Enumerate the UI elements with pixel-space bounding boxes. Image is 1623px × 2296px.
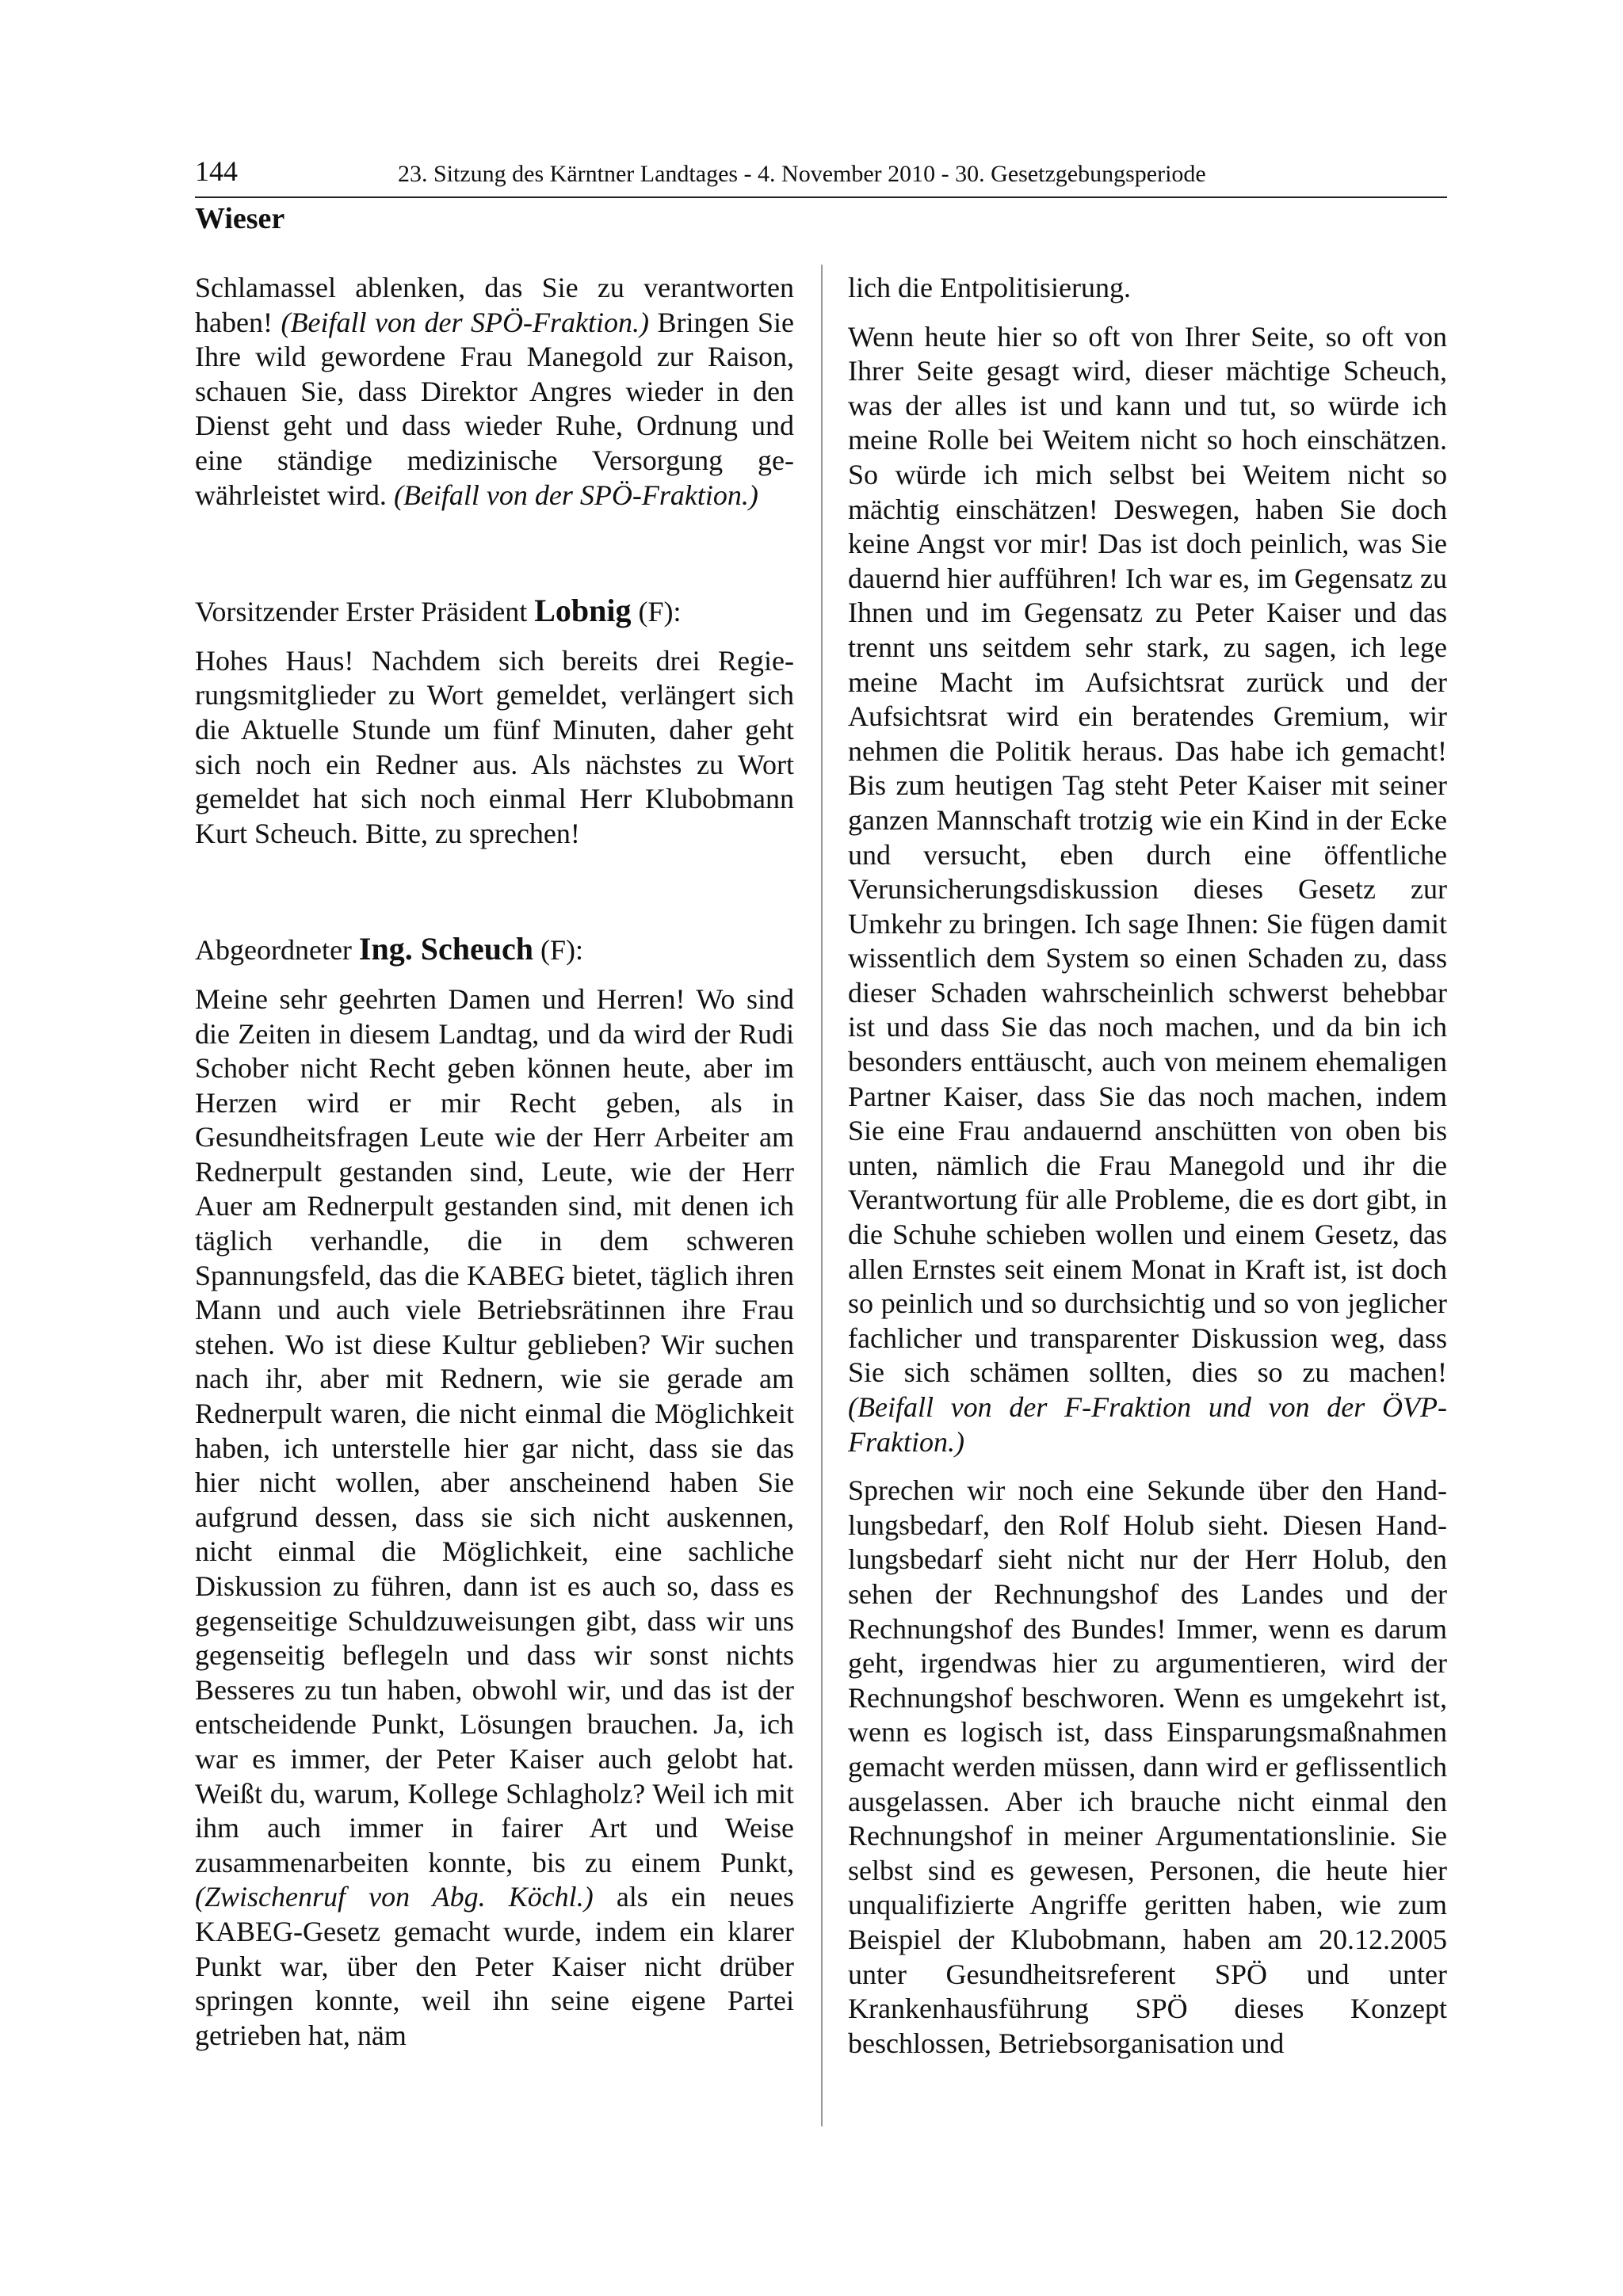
header-rule bbox=[195, 196, 1447, 198]
interjection: (Zwischenruf von Abg. Köchl.) bbox=[195, 1881, 594, 1913]
speaker-surname: Lobnig bbox=[534, 593, 632, 629]
interjection: (Beifall von der SPÖ-Fraktion.) bbox=[393, 479, 758, 511]
paragraph bbox=[195, 271, 794, 513]
paragraph: Hohes Haus! Nachdem sich bereits drei Regierungsmitglieder zu Wort gemeldet, verlängert sich die Aktuelle Stunde um fünf Minuten, daher geht sich noch ein Redner aus. Als nächstes zu Wort gemeldet hat sich noch einmal Herr Klubobmann Kurt Scheuch. Bitte, zu sprechen! bbox=[195, 644, 794, 849]
paragraph: Sprechen wir noch eine Sekunde über den Handlungsbedarf, den Rolf Holub sieht. Diesen Handlungsbedarf sieht nicht nur der Herr Holub, den sehen der Rechnungshof des Landes und der Rechnungshof des Bundes! Immer, wenn es darum geht, irgendwas hier zu argumentieren, wird der Rechnungshof beschworen. Wenn es umgekehrt ist, wenn es logisch ist, dass Einsparungsmaßnahmen gemacht werden müssen, dann wird er geflissentlich ausgelassen. Aber ich brauche nicht einmal den Rechnungshof in meiner Argumentationslinie. Sie selbst sind es gewesen, Personen, die heute hier unqualifizierte Angriffe geritten haben, wie zum Beispiel der Klubobmann, haben am 20.12.2005 unter Gesundheitsreferent SPÖ und unter Krankenhausführung SPÖ dieses Konzept beschlossen, Betriebsorganisation und bbox=[848, 1474, 1447, 2059]
header-title: 23. Sitzung des Kärntner Landtages - 4. November 2010 - 30. Gesetzgebungsperiode bbox=[398, 161, 1206, 187]
text-run: Meine sehr geehrten Damen und Herren! Wo sind die Zeiten in diesem Landtag, und da wird der Rudi Schober nicht Recht geben können heute, aber im Herzen wird er mir Recht geben, als in Gesundheitsfragen Leute wie der Herr Arbeiter am Rednerpult gestanden sind, Leute, wie der Herr Auer am Rednerpult gestanden sind, mit denen ich täglich verhandle, die in dem schweren Spannungsfeld, das die KABEG bietet, täglich ihren Mann und auch viele Betriebsrätinnen ihre Frau stehen. Wo ist diese Kultur geblieben? Wir suchen nach ihr, aber mit Rednern, wie sie gerade am Rednerpult waren, die nicht einmal die Möglichkeit haben, ich unterstelle hier gar nicht, dass sie das hier nicht wollen, aber anscheinend haben Sie aufgrund dessen, dass sie sich nicht auskennen, nicht einmal die Möglichkeit, eine sachliche Diskussion zu führen, dann ist es auch so, dass es gegenseitige Schuldzuweisungen gibt, dass wir uns gegenseitig beflegeln und dass wir sonst nichts Besseres zu tun haben, obwohl wir, und das ist der entscheidende Punkt, Lösungen brauchen. Ja, ich war es immer, der Peter Kaiser auch gelobt hat. Weißt du, warum, Kollege Schlagholz? Weil ich mit ihm auch immer in fairer Art und Weise zusammenarbeiten konnte, bis zu einem Punkt, bbox=[195, 982, 794, 1878]
text-run: Bringen Sie Ihre wild gewordene Frau Manegold zur Raison, schauen Sie, dass Direktor Angres wieder in den Dienst geht und dass wieder Ruhe, Ordnung und eine ständige medizinische Versorgung gewährleistet wird. bbox=[195, 306, 794, 511]
speaker-role: Abgeordneter bbox=[195, 934, 359, 967]
column-divider bbox=[821, 265, 823, 2126]
page-number: 144 bbox=[195, 155, 238, 187]
right-column bbox=[848, 271, 1447, 2061]
interjection: (Beifall von der F-Fraktion und von der ÖVP-Fraktion.) bbox=[848, 1391, 1447, 1458]
running-speaker-name: Wieser bbox=[195, 202, 285, 235]
left-column bbox=[195, 271, 794, 2053]
speaker-party: (F): bbox=[533, 934, 583, 967]
speaker-heading bbox=[195, 932, 794, 968]
paragraph bbox=[195, 982, 794, 2053]
interjection: (Beifall von der SPÖ-Fraktion.) bbox=[281, 306, 649, 338]
paragraph: lich die Entpolitisierung. bbox=[848, 272, 1131, 303]
speaker-role: Vorsitzender Erster Präsident bbox=[195, 596, 535, 628]
speaker-surname: Ing. Scheuch bbox=[358, 931, 533, 967]
speaker-heading bbox=[195, 593, 794, 630]
text-run: Schlamassel ablenken, das Sie zu verantworten haben! bbox=[195, 272, 794, 338]
speaker-party: (F): bbox=[631, 596, 682, 628]
paragraph bbox=[848, 320, 1447, 1460]
text-run: als ein neues KABEG-Gesetz gemacht wurde, indem ein klarer Punkt war, über den Peter Kaiser nicht drüber springen konnte, weil ihn seine eigene Partei getrieben hat, näm bbox=[195, 1881, 794, 2051]
text-run: Wenn heute hier so oft von Ihrer Seite, so oft von Ihrer Seite gesagt wird, dieser mächtige Scheuch, was der alles ist und kann und tut, so würde ich meine Rolle bei Weitem nicht so hoch einschätzen. So würde ich mich selbst bei Weitem nicht so mächtig einschätzen! Deswegen, haben Sie doch keine Angst vor mir! Das ist doch peinlich, was Sie dauernd hier aufführen! Ich war es, im Gegensatz zu Ihnen und im Gegensatz zu Peter Kaiser und das trennt uns seitdem sehr stark, zu sagen, ich lege meine Macht im Aufsichtsrat zurück und der Aufsichtsrat wird ein beratendes Gremium, wir nehmen die Politik heraus. Das habe ich gemacht! Bis zum heutigen Tag steht Peter Kaiser mit seiner ganzen Mannschaft trotzig wie ein Kind in der Ecke und versucht, eben durch eine öffentliche Verunsicherungsdiskussion dieses Gesetz zur Umkehr zu bringen. Ich sage Ihnen: Sie fügen damit wissentlich dem System so einen Schaden zu, dass dieser Schaden wahrscheinlich schwerst behebbar ist und dass Sie das noch machen, und da bin ich besonders enttäuscht, auch von meinem ehemaligen Partner Kaiser, dass Sie das noch machen, indem Sie eine Frau andauernd anschütten von oben bis unten, nämlich die Frau Manegold und ihr die Verantwortung für alle Probleme, die es dort gibt, in die Schuhe schieben wollen und einem Gesetz, das allen Ernstes seit einem Monat in Kraft ist, ist doch so peinlich und so durchsichtig und so von jeglicher fachlicher und transparenter Diskussion weg, dass Sie sich schämen sollten, dies so zu machen! bbox=[848, 320, 1447, 1389]
